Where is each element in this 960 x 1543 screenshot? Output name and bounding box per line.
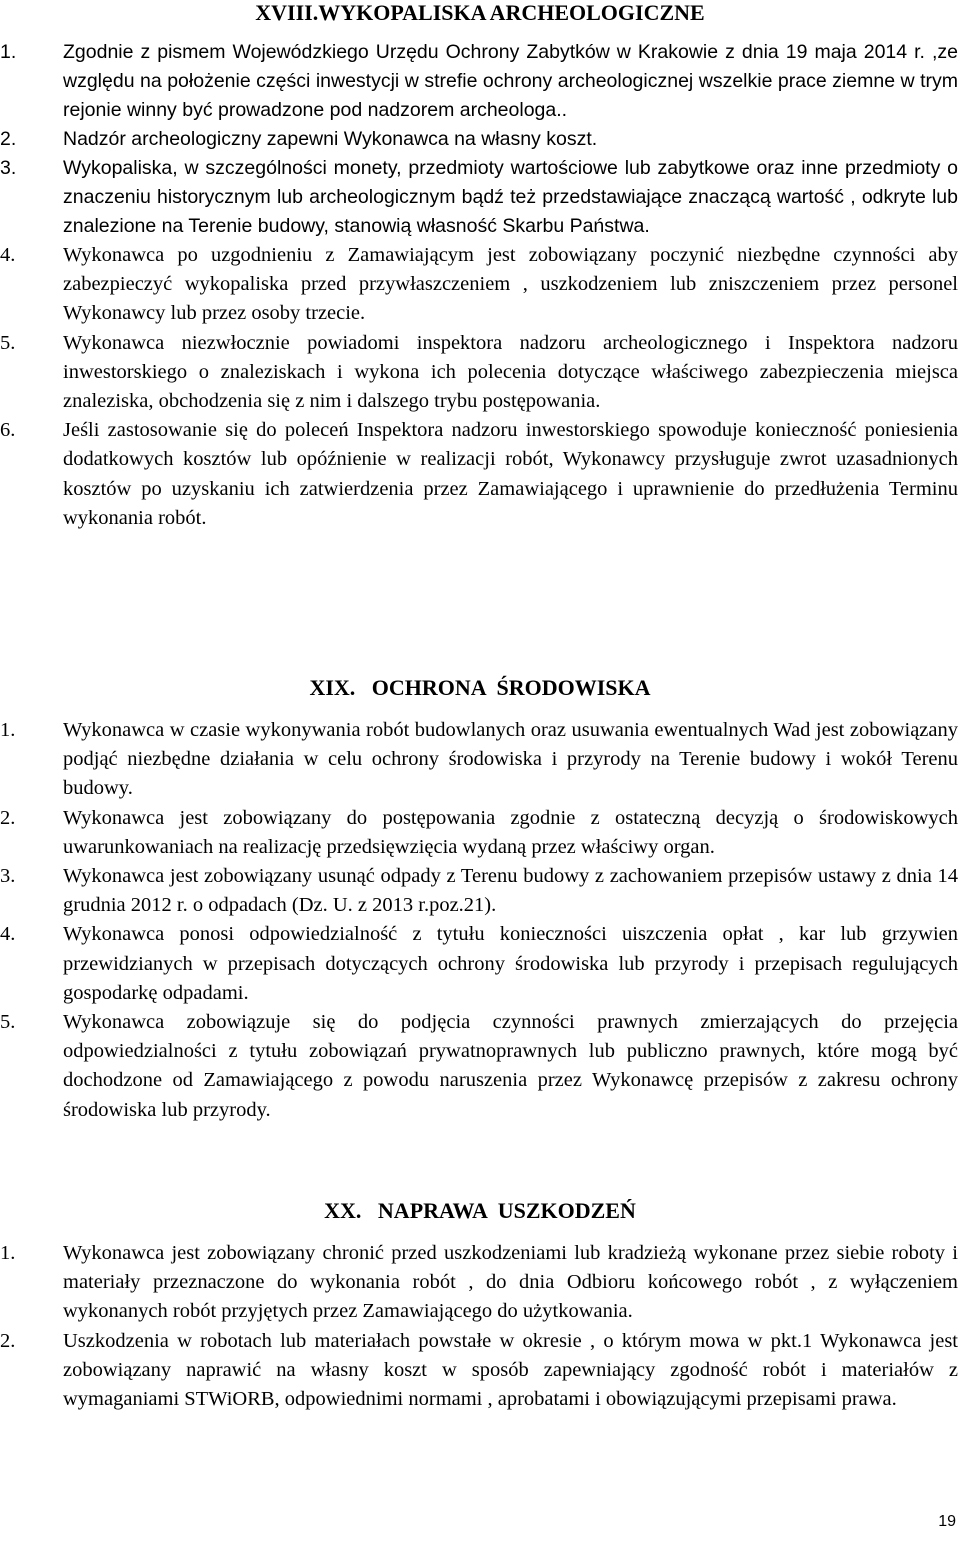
item-text: Jeśli zastosowanie się do poleceń Inspektora nadzoru inwestorskiego spowoduje konieczność poniesienia dodatkowych kosztów lub opóźnienie w realizacji robót, Wykonawcy przysługuje zwrot uzasadnionych kosztów po uzyskaniu ich zatwierdzenia przez Zamawiającego i uprawnienie do przedłużenia Terminu wykonania robót. — [63, 419, 958, 529]
item-number: 1. — [0, 41, 17, 63]
item-number: 6. — [0, 419, 16, 442]
item-text: Nadzór archeologiczny zapewni Wykonawca na własny koszt. — [63, 128, 598, 150]
list-item — [0, 716, 958, 804]
item-number: 4. — [0, 923, 16, 946]
section-heading-xx: XX. NAPRAWA USZKODZEŃ — [324, 1198, 636, 1223]
item-number: 1. — [0, 719, 16, 741]
section-heading-xviii: XVIII.WYKOPALISKA ARCHEOLOGICZNE — [255, 0, 705, 25]
list-item — [0, 125, 958, 154]
item-text: Wykopaliska, w szczególności monety, przedmioty wartościowe lub zabytkowe oraz inne przedmioty o znaczeniu historycznym lub archeologicznym bądź też przedstawiające znaczącą wartość , odkryte lub znalezione na Terenie budowy, stanowią własność Skarbu Państwa. — [63, 157, 958, 237]
item-number: 1. — [0, 1242, 16, 1264]
list-item — [0, 329, 958, 417]
item-text: Wykonawca jest zobowiązany chronić przed uszkodzeniami lub kradzieżą wykonane przez siebie roboty i materiały przeznaczone do wykonania robót , do dnia Odbioru końcowego robót , z wyłączeniem wykonanych robót przyjętych przez Zamawiającego do użytkowania. — [63, 1242, 958, 1323]
item-text: Wykonawca jest zobowiązany usunąć odpady z Terenu budowy z zachowaniem przepisów ustawy z dnia 14 grudnia 2012 r. o odpadach (Dz. U. z 2013 r.poz.21). — [63, 865, 958, 917]
list-item — [0, 38, 958, 125]
list-item — [0, 416, 958, 533]
item-text: Wykonawca zobowiązuje się do podjęcia czynności prawnych zmierzających do przejęcia odpowiedzialności z tytułu zobowiązań prywatnoprawnych lub publiczno prawnych, które mogą być dochodzone od Zamawiającego z powodu naruszenia przez Wykonawcę przepisów z zakresu ochrony środowiska lub przyrody. — [63, 1011, 958, 1121]
item-text: Wykonawca ponosi odpowiedzialność z tytułu konieczności uiszczenia opłat , kar lub grzywien przewidzianych w przepisach dotyczących ochrony środowiska lub przyrody i przepisach regulujących gospodarkę odpadami. — [63, 923, 958, 1004]
list-item — [0, 1239, 958, 1327]
page-number: 19 — [938, 1513, 956, 1530]
item-text: Wykonawca jest zobowiązany do postępowania zgodnie z ostateczną decyzją o środowiskowych uwarunkowaniach na realizację przedsięwzięcia wydaną przez właściwy organ. — [63, 806, 958, 858]
list-item — [0, 1008, 958, 1125]
list-item — [0, 920, 958, 1008]
item-text: Zgodnie z pismem Wojewódzkiego Urzędu Ochrony Zabytków w Krakowie z dnia 19 maja 2014 r. ,ze względu na położenie części inwestycji w strefie ochrony archeologicznej wszelkie prace ziemne w trym rejonie winny być prowadzone pod nadzorem archeologa.. — [63, 41, 958, 121]
item-number: 3. — [0, 157, 17, 179]
item-text: Wykonawca w czasie wykonywania robót budowlanych oraz usuwania ewentualnych Wad jest zobowiązany podjąć niezbędne działania w celu ochrony środowiska i przyrody na Terenie budowy i wokół Terenu budowy. — [63, 719, 958, 800]
item-text: Wykonawca niezwłocznie powiadomi inspektora nadzoru archeologicznego i Inspektora nadzoru inwestorskiego o znaleziskach i wykona ich polecenia dotyczące właściwego zabezpieczenia miejsca znaleziska, obchodzenia się z nim i dalszego trybu postępowania. — [63, 331, 958, 413]
item-number: 2. — [0, 806, 16, 829]
list-item — [0, 804, 958, 862]
list-item — [0, 241, 958, 329]
section-heading-xix: XIX. OCHRONA ŚRODOWISKA — [309, 675, 651, 700]
list-xx — [0, 1239, 958, 1414]
list-item — [0, 1327, 958, 1415]
item-number: 5. — [0, 331, 16, 354]
list-xviii — [0, 38, 958, 533]
list-item — [0, 154, 958, 241]
item-number: 3. — [0, 865, 16, 888]
item-number: 2. — [0, 1329, 16, 1352]
item-number: 2. — [0, 128, 17, 150]
item-number: 5. — [0, 1011, 16, 1034]
list-item — [0, 862, 958, 920]
item-text: Uszkodzenia w robotach lub materiałach powstałe w okresie , o którym mowa w pkt.1 Wykonawca jest zobowiązany naprawić na własny koszt w sposób zapewniający zgodność robót i materiałów z wymaganiami STWiORB, odpowiednimi normami , aprobatami i obowiązującymi przepisami prawa. — [63, 1329, 958, 1411]
list-xix — [0, 716, 958, 1125]
item-number: 4. — [0, 244, 16, 266]
item-text: Wykonawca po uzgodnieniu z Zamawiającym jest zobowiązany poczynić niezbędne czynności aby zabezpieczyć wykopaliska przed przywłaszczeniem , uszkodzeniem lub zniszczeniem przez personel Wykonawcy lub przez osoby trzecie. — [63, 244, 958, 325]
